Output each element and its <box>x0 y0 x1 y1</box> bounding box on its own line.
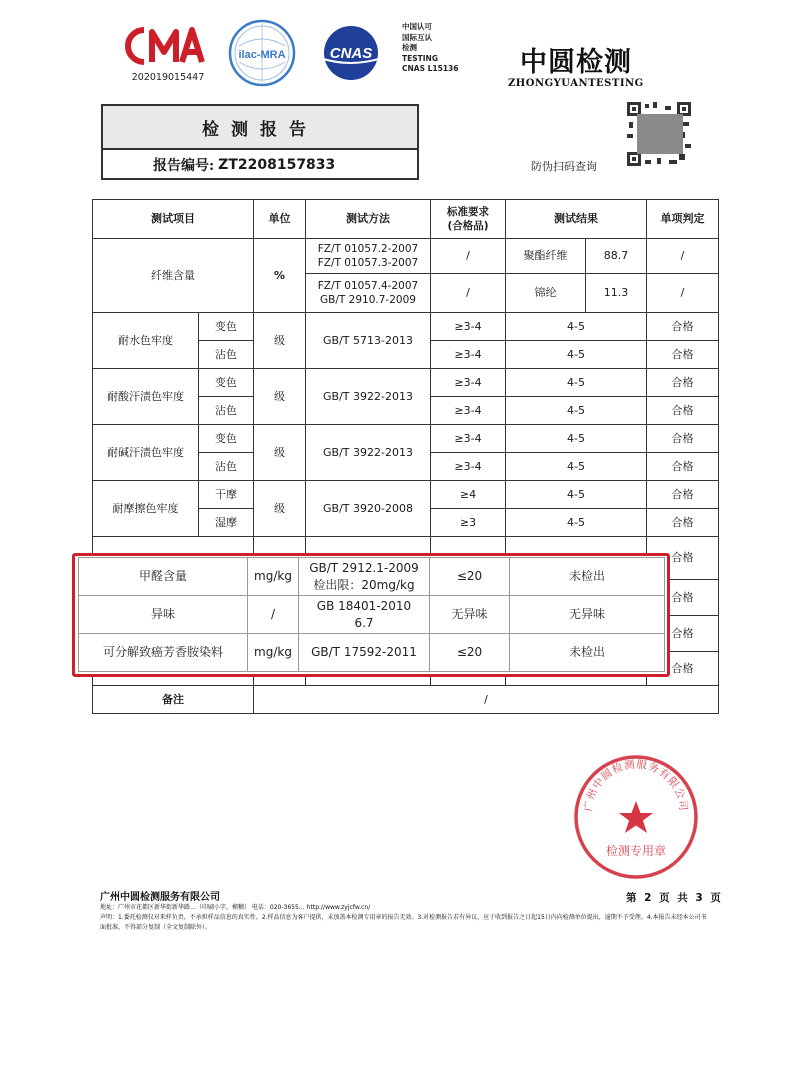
fastness-result: 4-5 <box>506 453 647 481</box>
fiber-req-1: / <box>431 239 506 274</box>
hl-item: 异味 <box>79 596 248 634</box>
footer-notice: 声明：1.委托检测仅对来样负责，不承担样品信息的真实性。2.样品信息为客户提供，未加盖本检测专用章的报告无效。3.对检测报告若有异议，应于收到报告之日起15日内向检测单位提出，逾期不予受理。4.本报告未经本公司书面批准，不得部分复制（全文复制除外）。 <box>100 914 707 931</box>
remark-label: 备注 <box>93 686 254 714</box>
fastness-method: GB/T 5713-2013 <box>306 313 431 369</box>
hl-method: GB/T 2912.1-2009 检出限：20mg/kg <box>299 558 430 596</box>
fastness-verdict: 合格 <box>647 313 719 341</box>
fastness-sub: 沾色 <box>199 341 254 369</box>
official-seal-stamp <box>572 753 700 881</box>
fastness-item: 耐摩擦色牢度 <box>93 481 199 537</box>
fiber-value-1: 88.7 <box>586 239 647 274</box>
footer-address: 地址：广州市花都区新华街新华路…（印刷小字，模糊） 电话：020-3655… http://www.zyjcfw.cn/ <box>100 904 371 911</box>
fastness-method: GB/T 3922-2013 <box>306 369 431 425</box>
cnas-logo <box>310 24 392 82</box>
remark-row <box>93 686 719 714</box>
fastness-verdict: 合格 <box>647 369 719 397</box>
fiber-method-2: FZ/T 01057.4-2007 GB/T 2910.7-2009 <box>306 274 431 313</box>
fastness-item: 耐酸汗渍色牢度 <box>93 369 199 425</box>
covered-verdict: 合格 <box>647 580 719 616</box>
fastness-result: 4-5 <box>506 341 647 369</box>
remark-value: / <box>254 686 719 714</box>
fastness-unit: 级 <box>254 425 306 481</box>
hl-unit: / <box>248 596 299 634</box>
covered-verdict: 合格 <box>647 537 719 580</box>
report-title-box <box>101 104 419 180</box>
table-row <box>79 634 665 672</box>
fastness-unit: 级 <box>254 313 306 369</box>
qr-scan-label: 防伪扫码查询 <box>531 160 597 173</box>
fastness-sub: 变色 <box>199 369 254 397</box>
report-number-label: 报告编号: <box>153 158 215 174</box>
cma-logo <box>122 22 206 70</box>
fastness-verdict: 合格 <box>647 453 719 481</box>
cnas-logo-text: CNAS <box>329 45 373 62</box>
hl-req: ≤20 <box>430 558 510 596</box>
fastness-result: 4-5 <box>506 481 647 509</box>
fastness-sub: 变色 <box>199 313 254 341</box>
fiber-req-2: / <box>431 274 506 313</box>
fiber-value-2: 11.3 <box>586 274 647 313</box>
covered-verdict: 合格 <box>647 652 719 686</box>
fastness-req: ≥3-4 <box>431 397 506 425</box>
header-verdict: 单项判定 <box>647 200 719 239</box>
fastness-method: GB/T 3922-2013 <box>306 425 431 481</box>
fastness-result: 4-5 <box>506 313 647 341</box>
fastness-sub: 变色 <box>199 425 254 453</box>
fastness-req: ≥3 <box>431 509 506 537</box>
table-row <box>93 313 719 341</box>
hl-method: GB 18401-2010 6.7 <box>299 596 430 634</box>
fastness-item: 耐碱汗渍色牢度 <box>93 425 199 481</box>
fastness-verdict: 合格 <box>647 341 719 369</box>
fastness-verdict: 合格 <box>647 509 719 537</box>
hl-req: 无异味 <box>430 596 510 634</box>
brand-name-cn: 中圆检测 <box>520 47 632 78</box>
fiber-item: 纤维含量 <box>93 239 254 313</box>
table-row <box>79 596 665 634</box>
fiber-unit: % <box>254 239 306 313</box>
hl-unit: mg/kg <box>248 558 299 596</box>
hl-item: 可分解致癌芳香胺染料 <box>79 634 248 672</box>
fastness-result: 4-5 <box>506 509 647 537</box>
hl-item: 甲醛含量 <box>79 558 248 596</box>
fastness-verdict: 合格 <box>647 425 719 453</box>
report-title: 检测报告 <box>103 106 417 150</box>
fastness-method: GB/T 3920-2008 <box>306 481 431 537</box>
fastness-req: ≥4 <box>431 481 506 509</box>
table-row <box>93 425 719 453</box>
highlighted-results-table <box>78 557 665 672</box>
fastness-item: 耐水色牢度 <box>93 313 199 369</box>
cnas-accreditation-text: 中国认可 国际互认 检测 TESTING CNAS L15136 <box>402 22 459 73</box>
footer-company: 广州中圆检测服务有限公司 <box>100 892 220 903</box>
fastness-result: 4-5 <box>506 369 647 397</box>
stamp-sub-text: 检测专用章 <box>605 844 667 858</box>
header-test-result: 测试结果 <box>506 200 647 239</box>
fastness-sub: 干摩 <box>199 481 254 509</box>
hl-result: 未检出 <box>510 634 665 672</box>
brand-name-en: ZHONGYUANTESTING <box>508 78 644 89</box>
header-test-item: 测试项目 <box>93 200 254 239</box>
header-test-method: 测试方法 <box>306 200 431 239</box>
fastness-req: ≥3-4 <box>431 453 506 481</box>
cma-code: 202019015447 <box>131 72 205 83</box>
table-row <box>93 239 719 274</box>
fastness-result: 4-5 <box>506 425 647 453</box>
hl-req: ≤20 <box>430 634 510 672</box>
fastness-sub: 湿摩 <box>199 509 254 537</box>
fastness-sub: 沾色 <box>199 397 254 425</box>
page-indicator: 第 2 页 共 3 页 <box>626 892 723 904</box>
fiber-name-2: 锦纶 <box>506 274 586 313</box>
fastness-result: 4-5 <box>506 397 647 425</box>
hl-result: 无异味 <box>510 596 665 634</box>
fiber-method-1: FZ/T 01057.2-2007 FZ/T 01057.3-2007 <box>306 239 431 274</box>
table-row <box>79 558 665 596</box>
fastness-req: ≥3-4 <box>431 341 506 369</box>
report-number: ZT2208157833 <box>218 157 336 173</box>
hl-result: 未检出 <box>510 558 665 596</box>
report-number-row <box>103 150 417 180</box>
fastness-verdict: 合格 <box>647 481 719 509</box>
fastness-req: ≥3-4 <box>431 313 506 341</box>
fiber-name-1: 聚酯纤维 <box>506 239 586 274</box>
stamp-text: 广州中圆检测服务有限公司 <box>582 758 690 813</box>
star-icon <box>619 801 653 833</box>
covered-verdict: 合格 <box>647 616 719 652</box>
fiber-verdict-2: / <box>647 274 719 313</box>
fastness-req: ≥3-4 <box>431 369 506 397</box>
ilac-mra-logo <box>227 18 297 88</box>
fastness-sub: 沾色 <box>199 453 254 481</box>
hl-unit: mg/kg <box>248 634 299 672</box>
fastness-req: ≥3-4 <box>431 425 506 453</box>
fastness-unit: 级 <box>254 369 306 425</box>
header-requirement: 标准要求 (合格品) <box>431 200 506 239</box>
table-row <box>93 369 719 397</box>
table-header-row <box>93 200 719 239</box>
header-unit: 单位 <box>254 200 306 239</box>
fastness-unit: 级 <box>254 481 306 537</box>
qr-code-icon[interactable] <box>625 100 693 168</box>
fiber-verdict-1: / <box>647 239 719 274</box>
table-row <box>93 481 719 509</box>
ilac-logo-text: ilac-MRA <box>238 49 286 61</box>
hl-method: GB/T 17592-2011 <box>299 634 430 672</box>
fastness-verdict: 合格 <box>647 397 719 425</box>
